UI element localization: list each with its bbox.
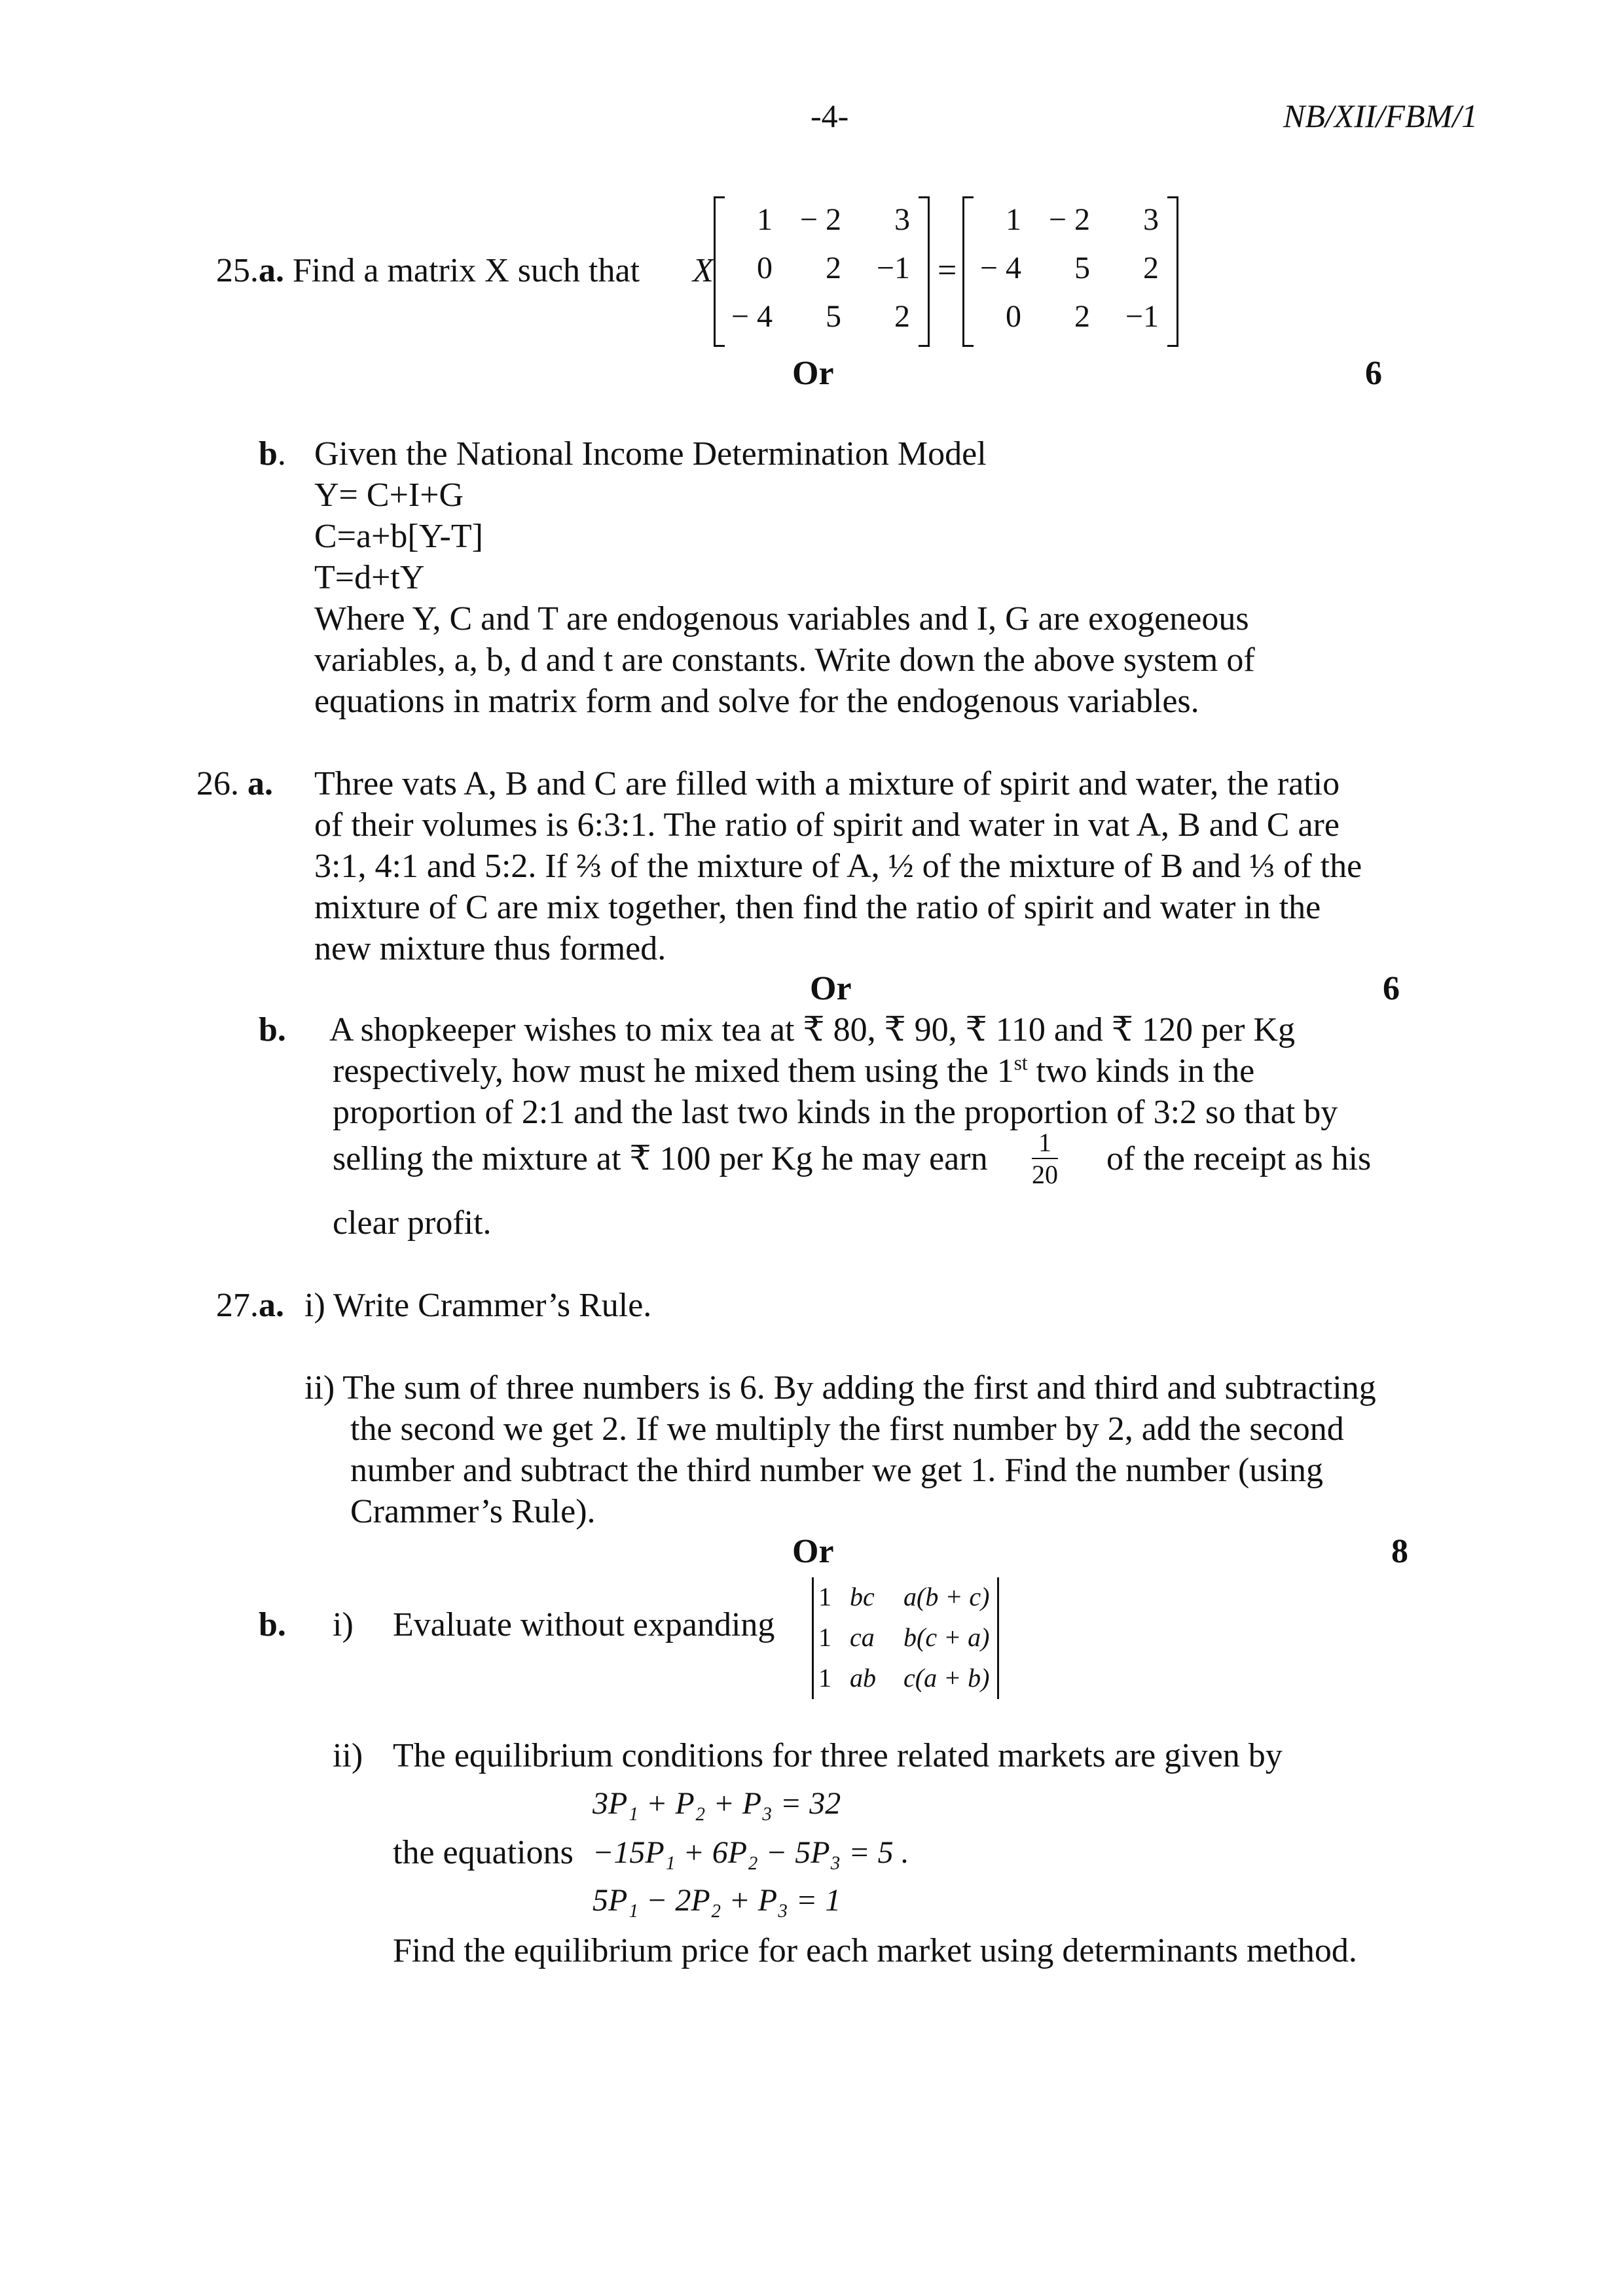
q27b-label: b. (259, 1606, 286, 1643)
q25a-label: a. (259, 252, 284, 289)
q25b-line: Y= C+I+G (314, 476, 464, 514)
q25b-line: C=a+b[Y-T] (314, 518, 483, 555)
determinant-bar-left (812, 1577, 814, 1699)
q27a-i: i) Write Crammer’s Rule. (304, 1287, 652, 1324)
q26b-line: respectively, how must he mixed them using the 1st two kinds in the (333, 1051, 1255, 1090)
q26a-label: a. (247, 765, 273, 802)
q26-or: Or (810, 970, 852, 1007)
matrix-right-cell: 2 (1143, 251, 1159, 285)
q25b-line: equations in matrix form and solve for the endogenous variables. (314, 683, 1199, 720)
q27-or: Or (792, 1533, 834, 1570)
det-cell: 1 (818, 1582, 831, 1611)
q27b-i-text: Evaluate without expanding (393, 1606, 775, 1643)
page-number: -4- (811, 98, 849, 134)
equation-2: −15P₁ + 6P₂ − 5P₃ = 5 . (593, 1835, 909, 1870)
matrix-left-cell: −1 (876, 251, 910, 285)
matrix-right-bracket-close (1167, 196, 1178, 347)
q26b-line: selling the mixture at ₹ 100 per Kg he may earn (333, 1140, 988, 1177)
q25-number: 25. (216, 252, 259, 289)
q26b-line: A shopkeeper wishes to mix tea at ₹ 80, ₹ 90, ₹ 110 and ₹ 120 per Kg (329, 1011, 1295, 1049)
q27a-ii-line: ii) The sum of three numbers is 6. By adding the first and third and subtracting (304, 1369, 1376, 1407)
det-cell: a(b + c) (903, 1582, 990, 1611)
q27b-final: Find the equilibrium price for each market using determinants method. (393, 1932, 1357, 1969)
matrix-left-cell: 2 (894, 299, 910, 334)
q25-label (216, 251, 640, 291)
matrix-left-cell: 2 (826, 251, 841, 285)
superscript-st: st (1013, 1051, 1028, 1075)
equations-prefix: the equations (393, 1834, 574, 1871)
matrix-right-cell: −1 (1125, 299, 1159, 334)
q27-number: 27. (216, 1287, 259, 1324)
q26b-line: proportion of 2:1 and the last two kinds in the proportion of 3:2 so that by (333, 1094, 1338, 1131)
q25b-line: T=d+tY (314, 559, 425, 596)
fraction-numerator: 1 (1032, 1127, 1058, 1159)
det-cell: ca (850, 1623, 875, 1652)
fraction-one-twentieth (1032, 1127, 1058, 1190)
matrix-right-cell: 0 (1006, 299, 1021, 334)
matrix-left-cell: − 4 (731, 299, 773, 334)
matrix-left-cell: 0 (757, 251, 773, 285)
q25b-line: variables, a, b, d and t are constants. Write down the above system of (314, 641, 1255, 679)
matrix-right-cell: 5 (1074, 251, 1090, 285)
det-cell: c(a + b) (903, 1663, 990, 1693)
paper-code: NB/XII/FBM/1 (1283, 98, 1478, 134)
determinant (812, 1577, 1008, 1702)
q27b-ii-text: The equilibrium conditions for three related markets are given by (393, 1737, 1283, 1774)
matrix-right-cell: 2 (1074, 299, 1090, 334)
q27b-i-label: i) (333, 1606, 354, 1643)
q26b-label: b. (259, 1011, 286, 1049)
q26-label (196, 764, 273, 804)
q25b-label: b. (259, 435, 286, 473)
q25a-text: Find a matrix X such that (293, 252, 640, 289)
matrix-left-cell: 3 (894, 202, 910, 237)
q27-label (216, 1285, 284, 1326)
det-cell: 1 (818, 1663, 831, 1693)
matrix-left (714, 196, 930, 347)
det-cell: b(c + a) (903, 1623, 990, 1652)
q26a-line: mixture of C are mix together, then find the ratio of spirit and water in the (314, 889, 1321, 926)
q27-marks: 8 (1391, 1533, 1408, 1570)
determinant-bar-right (997, 1577, 999, 1699)
matrix-left-bracket-close (919, 196, 930, 347)
q26-marks: 6 (1383, 970, 1400, 1007)
matrix-left-cell: 5 (826, 299, 841, 334)
matrix-right-cell: − 4 (979, 251, 1021, 285)
q27a-ii-line: number and subtract the third number we get 1. Find the number (using (350, 1452, 1324, 1489)
q26a-line: Three vats A, B and C are filled with a mixture of spirit and water, the ratio (314, 765, 1340, 802)
q26a-line: of their volumes is 6:3:1. The ratio of spirit and water in vat A, B and C are (314, 806, 1340, 844)
q27a-label: a. (259, 1287, 284, 1324)
q25-marks: 6 (1365, 355, 1382, 392)
matrix-right-cell: − 2 (1048, 202, 1090, 237)
det-cell: ab (850, 1663, 876, 1693)
q26b-line: of the receipt as his (1106, 1140, 1372, 1177)
equals-sign: = (938, 252, 957, 289)
q26a-line: 3:1, 4:1 and 5:2. If ⅔ of the mixture of A, ½ of the mixture of B and ⅓ of the (314, 848, 1362, 885)
q27a-ii-line: Crammer’s Rule). (350, 1493, 596, 1530)
fraction-denominator: 20 (1032, 1160, 1058, 1189)
q26a-line: new mixture thus formed. (314, 930, 666, 967)
q25b-line: Given the National Income Determination Model (314, 435, 987, 473)
matrix-right (962, 196, 1178, 347)
q26-number: 26. (196, 765, 239, 802)
matrix-x-variable: X (693, 252, 714, 289)
q26b-line: clear profit. (333, 1204, 492, 1242)
equation-3: 5P₁ − 2P₂ + P₃ = 1 (593, 1883, 841, 1918)
matrix-left-cell: 1 (757, 202, 773, 237)
matrix-left-cell: − 2 (799, 202, 841, 237)
q27a-ii-line: the second we get 2. If we multiply the first number by 2, add the second (350, 1410, 1344, 1448)
det-cell: bc (850, 1582, 875, 1611)
equation-1: 3P₁ + P₂ + P₃ = 32 (593, 1786, 841, 1821)
q27b-ii-label: ii) (333, 1737, 363, 1774)
matrix-right-cell: 1 (1006, 202, 1021, 237)
q25-or: Or (792, 355, 834, 392)
q25b-line: Where Y, C and T are endogenous variables and I, G are exogeneous (314, 600, 1249, 637)
matrix-right-cell: 3 (1143, 202, 1159, 237)
det-cell: 1 (818, 1623, 831, 1652)
